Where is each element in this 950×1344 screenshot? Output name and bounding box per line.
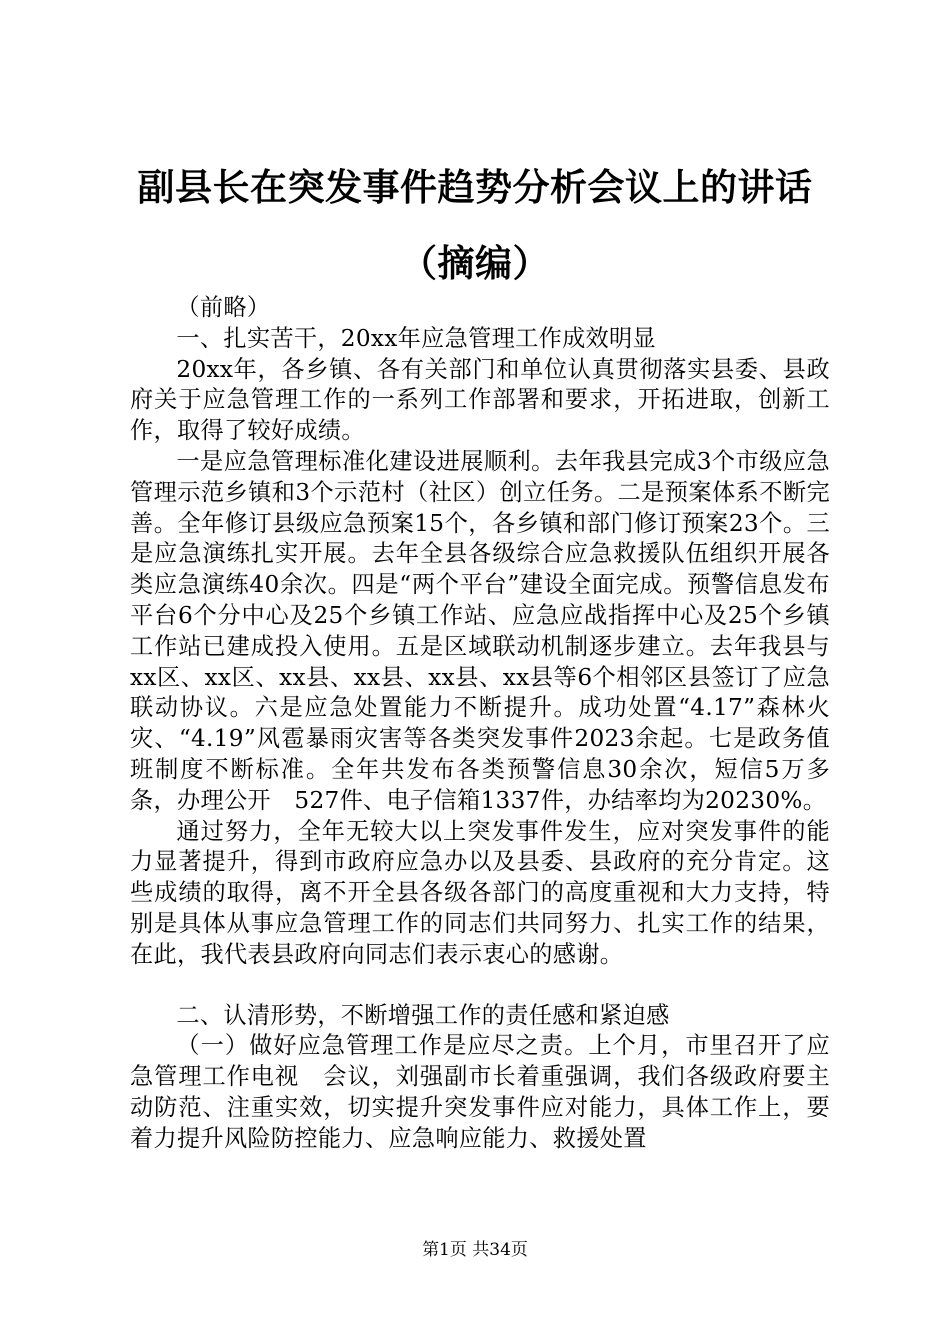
document-title: 副县长在突发事件趋势分析会议上的讲话（摘编） <box>137 166 813 285</box>
page-footer: 第1页 共34页 <box>422 1240 528 1260</box>
paragraph: 通过努力，全年无较大以上突发事件发生，应对突发事件的能力显著提升，得到市政府应急办以及县委、县政府的充分肯定。这些成绩的取得，离不开全县各级各部门的高度重视和大力支持，特别是具体从事应急管理工作的同志们共同努力、扎实工作的结果，在此，我代表县政府向同志们表示衷心的感谢。 <box>130 817 830 968</box>
section-heading-1: 一、扎实苦干，20xx年应急管理工作成效明显 <box>176 324 657 352</box>
document-body <box>130 293 830 1155</box>
section-heading-2: 二、认清形势，不断增强工作的责任感和紧迫感 <box>176 1001 670 1029</box>
paragraph: （一）做好应急管理工作是应尽之责。上个月，市里召开了应急管理工作电视 会议，刘强副市长着重强调，我们各级政府要主动防范、注重实效，切实提升突发事件应对能力，具体工作上，要着力提升风险防控能力、应急响应能力、救援处置 <box>130 1032 830 1152</box>
paragraph: 20xx年，各乡镇、各有关部门和单位认真贯彻落实县委、县政府关于应急管理工作的一系列工作部署和要求，开拓进取，创新工作，取得了较好成绩。 <box>130 355 830 445</box>
paragraph: 一是应急管理标准化建设进展顺利。去年我县完成3个市级应急管理示范乡镇和3个示范村（社区）创立任务。二是预案体系不断完善。全年修订县级应急预案15个，各乡镇和部门修订预案23个。三是应急演练扎实开展。去年全县各级综合应急救援队伍组织开展各类应急演练40余次。四是“两个平台”建设全面完成。预警信息发布平台6个分中心及25个乡镇工作站、应急应战指挥中心及25个乡镇工作站已建成投入使用。五是区域联动机制逐步建立。去年我县与xx区、xx区、xx县、xx县、xx县、xx县等6个相邻区县签订了应急联动协议。六是应急处置能力不断提升。成功处置“4.17”森林火灾、“4.19”风雹暴雨灾害等各类突发事件2023余起。七是政务值班制度不断标准。全年共发布各类预警信息30余次，短信5万多条，办理公开 527件、电子信箱1337件，办结率均为20230%。 <box>130 447 830 814</box>
paragraph-preface: （前略） <box>176 294 271 321</box>
